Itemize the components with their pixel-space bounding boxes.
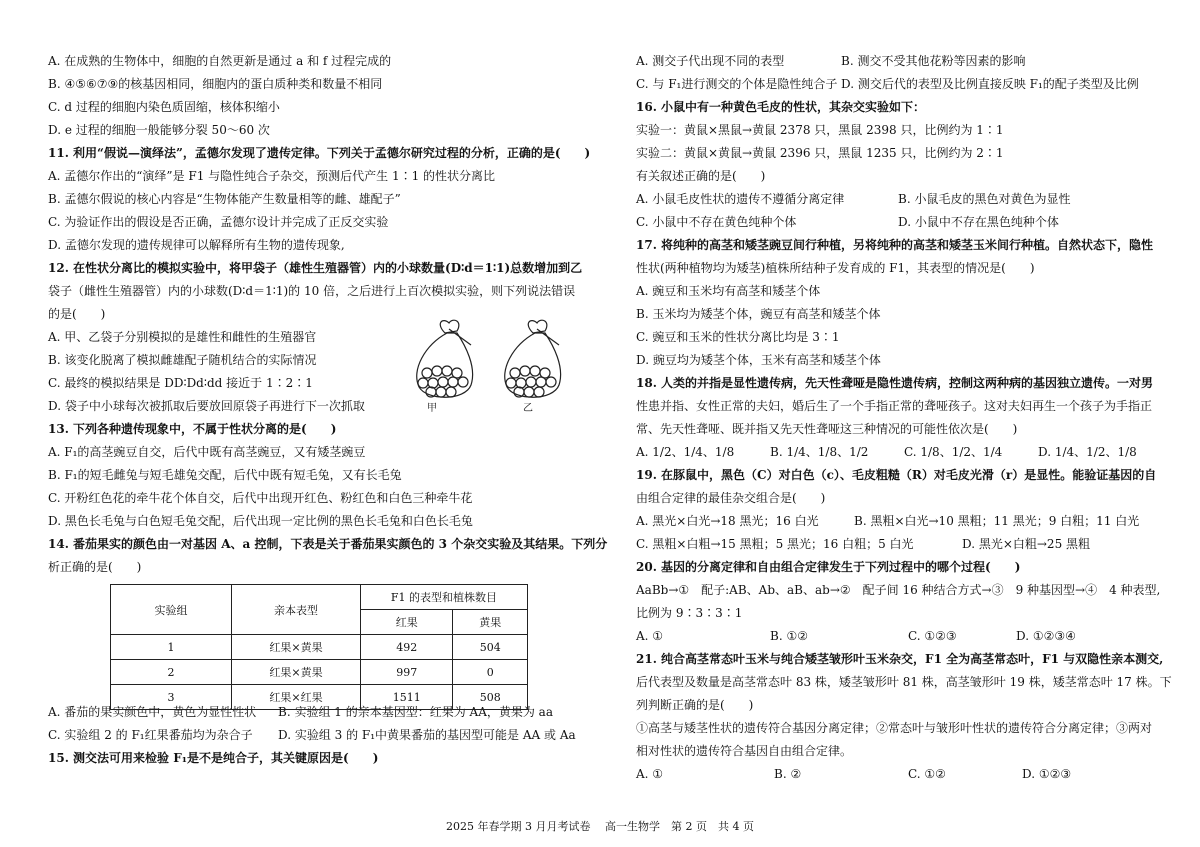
q14-options-cd — [48, 724, 588, 747]
q19-options-ab — [636, 510, 1166, 533]
cell-group: 2 — [111, 660, 232, 685]
q10-option-b: B. ④⑤⑥⑦⑨的核基因相同，细胞内的蛋白质种类和数量不相同 — [48, 77, 383, 91]
th-yellow: 黄果 — [453, 610, 528, 635]
q20-options — [636, 625, 1166, 648]
table-row — [111, 685, 528, 710]
cell-yellow: 0 — [453, 660, 528, 685]
q21-stem-2: 后代表型及数量是高茎常态叶 83 株，矮茎皱形叶 81 株，高茎皱形叶 19 株，矮茎常态叶 17 株。下 — [636, 675, 1172, 689]
q14-results-table — [110, 584, 528, 710]
cell-red: 997 — [361, 660, 453, 685]
q18-option-b: B. 1/4、1/8、1/2 — [770, 445, 869, 459]
table-row — [111, 635, 528, 660]
q16-options-cd — [636, 211, 1166, 234]
balls-yi — [506, 366, 556, 397]
q20-process-2: 比例为 9∶3∶3∶1 — [636, 606, 743, 620]
q21-stem-1: 21. 纯合高茎常态叶玉米与纯合矮茎皱形叶玉米杂交，F1 全为高茎常态叶，F1 与双隐性亲本测交, — [636, 652, 1164, 666]
q18-stem-2: 性患并指、女性正常的夫妇，婚后生了一个手指正常的聋哑孩子。这对夫妇再生一个孩子为手指正 — [636, 399, 1153, 413]
q20-process-1: AaBb→① 配子:AB、Ab、aB、ab→② 配子间 16 种结合方式→③ 9 种基因型→④ 4 种表型, — [636, 583, 1161, 597]
q10-option-c: C. d 过程的细胞内染色质固缩，核体积缩小 — [48, 100, 280, 114]
q14-option-b: B. 实验组 1 的亲本基因型：红果为 AA，黄果为 aa — [278, 705, 553, 719]
q21-option-b: B. ② — [774, 767, 802, 781]
q15-option-c: C. 与 F₁进行测交的个体是隐性纯合子 — [636, 77, 838, 91]
q17-stem-1: 17. 将纯种的高茎和矮茎豌豆间行种植，另将纯种的高茎和矮茎玉米间行种植。自然状态下，隐性 — [636, 238, 1154, 252]
q16-option-a: A. 小鼠毛皮性状的遗传不遵循分离定律 — [636, 192, 845, 206]
q18-stem-3: 常、先天性聋哑、既并指又先天性聋哑这三种情况的可能性依次是( ) — [636, 422, 1018, 436]
q21-options — [636, 763, 1166, 786]
cell-yellow: 508 — [453, 685, 528, 710]
q14-option-d: D. 实验组 3 的 F₁中黄果番茄的基因型可能是 AA 或 Aa — [278, 728, 576, 742]
q20-option-c: C. ①②③ — [908, 629, 957, 643]
q19-option-a: A. 黑光×白光→18 黑光；16 白光 — [636, 514, 819, 528]
cell-group: 1 — [111, 635, 232, 660]
cell-yellow: 504 — [453, 635, 528, 660]
q20-option-b: B. ①② — [770, 629, 808, 643]
q18-option-d: D. 1/4、1/2、1/8 — [1038, 445, 1137, 459]
q11-option-c: C. 为验证作出的假设是否正确，孟德尔设计并完成了正反交实验 — [48, 215, 389, 229]
q16-option-b: B. 小鼠毛皮的黑色对黄色为显性 — [898, 192, 1071, 206]
q19-stem-2: 由组合定律的最佳杂交组合是( ) — [636, 491, 826, 505]
q20-stem: 20. 基因的分离定律和自由组合定律发生于下列过程中的哪个过程( ) — [636, 560, 1021, 574]
q11-option-b: B. 孟德尔假说的核心内容是“生物体能产生数量相等的雌、雄配子” — [48, 192, 401, 206]
bag-yi-label: 乙 — [523, 403, 533, 414]
bag-yi — [505, 320, 561, 397]
q12-stem-1: 12. 在性状分离比的模拟实验中，将甲袋子（雄性生殖器管）内的小球数量(D∶d＝1∶1)总数增加到乙 — [48, 261, 583, 275]
q14-option-a: A. 番茄的果实颜色中，黄色为显性性状 — [48, 705, 257, 719]
q17-option-d: D. 豌豆均为矮茎个体，玉米有高茎和矮茎个体 — [636, 353, 881, 367]
balls-jia — [418, 366, 468, 397]
q21-option-d: D. ①②③ — [1022, 767, 1072, 781]
q16-experiment-1: 实验一：黄鼠×黑鼠→黄鼠 2378 只，黑鼠 2398 只，比例约为 1∶1 — [636, 123, 1004, 137]
q21-statement-2: 相对性状的遗传符合基因自由组合定律。 — [636, 744, 853, 758]
q19-option-d: D. 黑光×白粗→25 黑粗 — [962, 537, 1091, 551]
q21-option-c: C. ①② — [908, 767, 946, 781]
q12-stem-2: 袋子（雌性生殖器管）内的小球数(D∶d＝1∶1)的 10 倍，之后进行上百次模拟实验，则下列说法错误 — [48, 284, 576, 298]
q12-option-b: B. 该变化脱离了模拟雌雄配子随机结合的实际情况 — [48, 353, 317, 367]
bags-svg — [405, 315, 585, 405]
q16-options-ab — [636, 188, 1166, 211]
q19-options-cd — [636, 533, 1166, 556]
q18-option-a: A. 1/2、1/4、1/8 — [636, 445, 735, 459]
q12-option-c: C. 最终的模拟结果是 DD∶Dd∶dd 接近于 1∶2∶1 — [48, 376, 313, 390]
cell-parent: 红果×黄果 — [232, 635, 361, 660]
q21-stem-3: 列判断正确的是( ) — [636, 698, 754, 712]
q18-option-c: C. 1/8、1/2、1/4 — [904, 445, 1003, 459]
cell-red: 1511 — [361, 685, 453, 710]
cell-group: 3 — [111, 685, 232, 710]
cell-red: 492 — [361, 635, 453, 660]
q18-options — [636, 441, 1166, 464]
q15-option-a: A. 测交子代出现不同的表型 — [636, 54, 785, 68]
q17-option-b: B. 玉米均为矮茎个体，豌豆有高茎和矮茎个体 — [636, 307, 881, 321]
q13-option-c: C. 开粉红色花的牵牛花个体自交，后代中出现开红色、粉红色和白色三种牵牛花 — [48, 491, 473, 505]
q11-option-a: A. 孟德尔作出的“演绎”是 F1 与隐性纯合子杂交，预测后代产生 1∶1 的性状分离比 — [48, 169, 496, 183]
q19-option-c: C. 黑粗×白粗→15 黑粗；5 黑光；16 白粗；5 白光 — [636, 537, 914, 551]
q17-stem-2: 性状(两种植物均为矮茎)植株所结种子发育成的 F1，其表型的情况是( ) — [636, 261, 1035, 275]
table-row — [111, 660, 528, 685]
bags-illustration — [405, 315, 585, 415]
q15-option-b: B. 测交不受其他花粉等因素的影响 — [841, 54, 1026, 68]
q17-option-a: A. 豌豆和玉米均有高茎和矮茎个体 — [636, 284, 821, 298]
q14-stem-1: 14. 番茄果实的颜色由一对基因 A、a 控制，下表是关于番茄果实颜色的 3 个杂交实验及其结果。下列分 — [48, 537, 608, 551]
bag-jia-label: 甲 — [427, 403, 437, 414]
cell-parent: 红果×红果 — [232, 685, 361, 710]
q15-options-ab — [636, 50, 1166, 73]
q13-stem: 13. 下列各种遗传现象中，不属于性状分离的是( ) — [48, 422, 337, 436]
q10-option-a: A. 在成熟的生物体中，细胞的自然更新是通过 a 和 f 过程完成的 — [48, 54, 392, 68]
q16-option-c: C. 小鼠中不存在黄色纯种个体 — [636, 215, 797, 229]
q16-experiment-2: 实验二：黄鼠×黄鼠→黄鼠 2396 只，黑鼠 1235 只，比例约为 2∶1 — [636, 146, 1004, 160]
q21-option-a: A. ① — [636, 767, 664, 781]
q12-option-d: D. 袋子中小球每次被抓取后要放回原袋子再进行下一次抓取 — [48, 399, 365, 413]
right-column — [636, 50, 1172, 786]
page-footer: 2025 年春学期 3 月月考试卷 高一生物学 第 2 页 共 4 页 — [446, 820, 754, 833]
q19-option-b: B. 黑粗×白光→10 黑粗；11 黑光；9 白粗；11 白光 — [854, 514, 1140, 528]
q15-stem: 15. 测交法可用来检验 F₁是不是纯合子，其关键原因是( ) — [48, 751, 379, 765]
q13-option-a: A. F₁的高茎豌豆自交，后代中既有高茎豌豆，又有矮茎豌豆 — [48, 445, 366, 459]
q16-question: 有关叙述正确的是( ) — [636, 169, 766, 183]
th-group: 实验组 — [111, 585, 232, 635]
q13-option-b: B. F₁的短毛雌兔与短毛雄兔交配，后代中既有短毛兔，又有长毛兔 — [48, 468, 402, 482]
q14-option-c: C. 实验组 2 的 F₁红果番茄均为杂合子 — [48, 728, 253, 742]
cell-parent: 红果×黄果 — [232, 660, 361, 685]
q16-stem: 16. 小鼠中有一种黄色毛皮的性状，其杂交实验如下： — [636, 100, 926, 114]
th-f1: F1 的表型和植株数目 — [361, 585, 528, 610]
q11-stem: 11. 利用“假说—演绎法”，孟德尔发现了遗传定律。下列关于孟德尔研究过程的分析，正确的是( ) — [48, 146, 591, 160]
q20-option-a: A. ① — [636, 629, 664, 643]
q14-stem-2: 析正确的是( ) — [48, 560, 142, 574]
q10-option-d: D. e 过程的细胞一般能够分裂 50～60 次 — [48, 123, 270, 137]
q11-option-d: D. 孟德尔发现的遗传规律可以解释所有生物的遗传现象, — [48, 238, 345, 252]
q19-stem-1: 19. 在豚鼠中，黑色（C）对白色（c）、毛皮粗糙（R）对毛皮光滑（r）是显性。能验证基因的自 — [636, 468, 1157, 482]
q21-statement-1: ①高茎与矮茎性状的遗传符合基因分离定律；②常态叶与皱形叶性状的遗传符合分离定律；③两对 — [636, 721, 1153, 735]
q20-option-d: D. ①②③④ — [1016, 629, 1076, 643]
q17-option-c: C. 豌豆和玉米的性状分离比均是 3∶1 — [636, 330, 840, 344]
q12-stem-3: 的是( ) — [48, 307, 106, 321]
th-parent: 亲本表型 — [232, 585, 361, 635]
th-red: 红果 — [361, 610, 453, 635]
q12-option-a: A. 甲、乙袋子分别模拟的是雄性和雌性的生殖器官 — [48, 330, 317, 344]
q18-stem-1: 18. 人类的并指是显性遗传病，先天性聋哑是隐性遗传病，控制这两种病的基因独立遗传。一对男 — [636, 376, 1154, 390]
q15-option-d: D. 测交后代的表型及比例直接反映 F₁的配子类型及比例 — [841, 77, 1139, 91]
q15-options-cd — [636, 73, 1166, 96]
bag-jia — [417, 320, 473, 397]
q13-option-d: D. 黑色长毛兔与白色短毛兔交配，后代出现一定比例的黑色长毛兔和白色长毛兔 — [48, 514, 473, 528]
q16-option-d: D. 小鼠中不存在黑色纯种个体 — [898, 215, 1059, 229]
